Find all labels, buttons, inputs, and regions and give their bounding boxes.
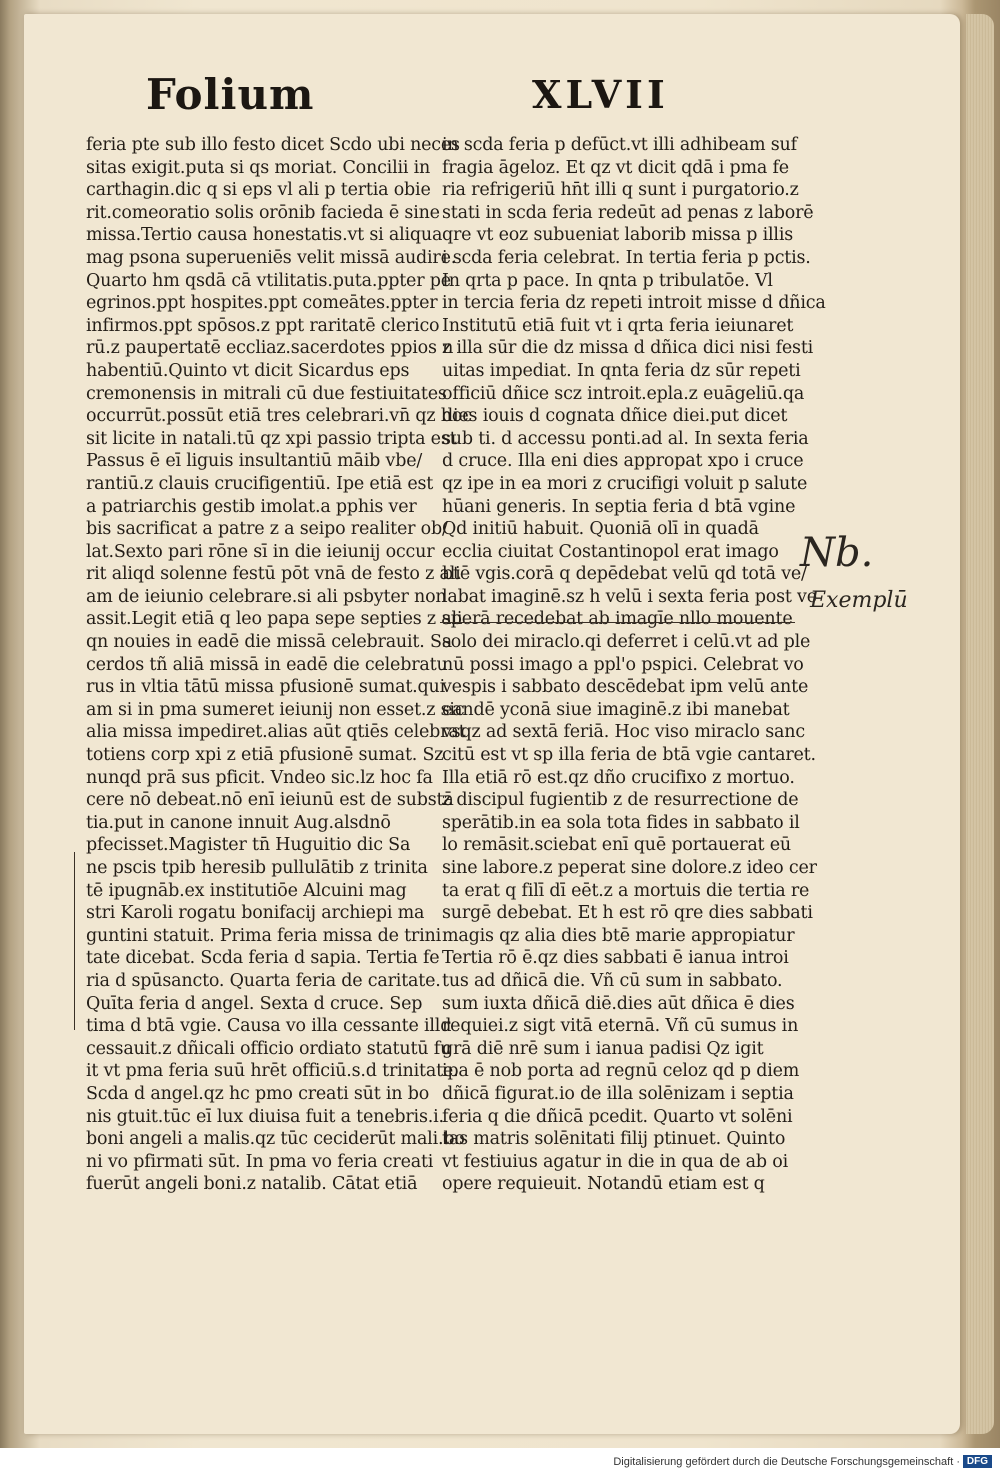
text-line: stati in scda feria redeūt ad penas z laborē (442, 202, 814, 223)
text-line: Institutū etiā fuit vt i qrta feria ieiunaret (442, 315, 794, 336)
text-line: a patriarchis gestib imolat.a pphis ver (86, 496, 417, 517)
text-line: occurrūt.possūt etiā tres celebrari.vn̄ qz hoc (86, 406, 472, 427)
text-line: uitas impediat. In qnta feria dz sūr repeti (442, 360, 801, 381)
text-line: dies iouis d cognata dñice diei.put dicet (442, 406, 788, 427)
text-line: sit licite in natali.tū qz xpi passio tripta est (86, 428, 457, 449)
page-header-left: Folium (146, 70, 315, 119)
text-line: cere nō debeat.nō enī ieiunū est de substā (86, 790, 454, 811)
text-line: nis gtuit.tūc eī lux diuisa fuit a tenebris.i. (86, 1106, 444, 1127)
text-line: fragia āgeloz. Et qz vt dicit qdā i pma fe (442, 157, 789, 178)
text-line: it vt pma feria suū hrēt officiū.s.d trinitate. (86, 1061, 459, 1082)
text-line: tē ipugnāb.ex institutiōe Alcuini mag (86, 880, 407, 901)
text-line: mag psona superueniēs velit missā audire. (86, 247, 457, 268)
text-line: grā diē nrē sum i ianua padisi Qz igit (442, 1038, 764, 1059)
margin-note-nb: Nb. (800, 530, 874, 576)
text-line: tate dicebat. Scda feria d sapia. Tertia fe (86, 948, 440, 969)
text-line: nunqd prā sus pficit. Vndeo sic.lz hoc fa (86, 767, 433, 788)
text-line: sum iuxta dñicā diē.dies aūt dñica ē dies (442, 993, 795, 1014)
text-line: vespis i sabbato descēdebat ipm velū ante (442, 677, 809, 698)
text-column-right (442, 134, 826, 1196)
text-line: missa.Tertio causa honestatis.vt si aliqua (86, 225, 443, 246)
text-line: rit.comeoratio solis orōnib facieda ē sine (86, 202, 440, 223)
text-line: ria d spūsancto. Quarta feria de caritate. (86, 970, 441, 991)
text-line: sine labore.z peperat sine dolore.z ideo cer (442, 858, 817, 878)
page-edge (966, 14, 994, 1434)
text-line: tas matris solēnitati filij ptinuet. Quinto (442, 1129, 786, 1150)
text-line: citū est vt sp illa feria de btā vgie cantaret. (442, 745, 816, 766)
text-line: z discipul fugientib z de resurrectione de (442, 790, 799, 811)
text-line: tus ad dñicā die. Vñ cū sum in sabbato. (442, 970, 783, 991)
text-line: eandē yconā siue imaginē.z ibi manebat (442, 699, 790, 720)
text-line: tima d btā vgie. Causa vo illa cessante illd (86, 1016, 452, 1037)
text-line: sperā recedebat ab imagīe nllo mouente (442, 609, 793, 630)
text-line: opere requieuit. Notandū etiam est q (442, 1174, 765, 1195)
text-line: Scda d angel.qz hc pmo creati sūt in bo (86, 1083, 430, 1104)
text-line: ne pscis tpib heresib pullulātib z trinita (86, 858, 428, 878)
text-line: cremonensis in mitrali cū due festiuitates (86, 383, 447, 404)
text-line: labat imaginē.sz h velū i sexta feria post ve (442, 586, 817, 607)
text-line: in tercia feria dz repeti introit misse d dñica (442, 293, 826, 314)
text-line: Quīta feria d angel. Sexta d cruce. Sep (86, 993, 423, 1014)
margin-note-exemplum: Exemplū (810, 588, 908, 613)
text-line: ecclia ciuitat Costantinopol erat imago (442, 541, 779, 562)
text-line: rit aliqd solenne festū pōt vnā de festo z ali (86, 564, 461, 585)
text-line: tia.put in canone innuit Aug.alsdnō (86, 812, 391, 833)
dfg-logo: DFG (963, 1455, 992, 1468)
text-line: carthagin.dic q si eps vl ali p tertia obie (86, 180, 431, 201)
margin-bracket-mark (74, 852, 85, 1030)
text-column-left (86, 134, 472, 1196)
text-line: am si in pma sumeret ieiunij non esset.z sic (86, 699, 465, 720)
text-line: ipa ē nob porta ad regnū celoz qd p diem (442, 1061, 800, 1082)
text-line: rū.z paupertatē eccliaz.sacerdotes ppios n (86, 338, 454, 359)
text-line: magis qz alia dies btē marie appropiatur (442, 925, 795, 946)
text-line: Tertia rō ē.qz dies sabbati ē ianua introi (442, 948, 789, 969)
text-line: hūani generis. In septia feria d btā vgine (442, 496, 796, 517)
text-line: qz ipe in ea mori z crucifigi voluit p salute (442, 473, 808, 494)
text-line: ta erat q filī dī eēt.z a mortuis die tertia re (442, 880, 810, 901)
text-line: nū possi imago a ppl'o pspici. Celebrat vo (442, 654, 804, 675)
text-line: totiens corp xpi z etiā pfusionē sumat. Sz (86, 745, 444, 766)
text-line: Passus ē eī liguis insultantiū māib vbe/ (86, 451, 423, 472)
text-line: guntini statuit. Prima feria missa de trini (86, 925, 441, 946)
text-line: lat.Sexto pari rōne sī in die ieiunij occur (86, 541, 435, 562)
text-line: alia missa impediret.alias aūt qtiēs celebrat (86, 722, 466, 743)
text-line: feria q die dñicā pcedit. Quarto vt solēni (442, 1106, 793, 1127)
text-line: qre vt eoz subueniat laborib missa p illis (442, 225, 793, 246)
text-line: Illa etiā rō est.qz dño crucifixo z mortuo. (442, 767, 795, 788)
text-line: am de ieiunio celebrare.si ali psbyter non (86, 586, 447, 607)
text-line: sperātib.in ea sola tota fides in sabbato il (442, 812, 800, 833)
page-header-folio-number: XLVII (532, 72, 669, 117)
text-line: cerdos tñ aliā missā in eadē die celebratu (86, 654, 448, 675)
text-line: pfecisset.Magister tn̄ Huguitio dic Sa (86, 835, 411, 856)
footer-credit: Digitalisierung gefördert durch die Deutsche Forschungsgemeinschaft · (613, 1456, 960, 1468)
text-line: officiū dñice scz introit.epla.z euāgeliū.qa (442, 383, 805, 404)
text-line: Qd initiū habuit. Quoniā olī in quadā (442, 519, 759, 540)
text-line: ria refrigeriū hn̄t illi q sunt i purgatorio.z (442, 180, 799, 201)
text-line: btē vgis.corā q depēdebat velū qd totā ve/ (442, 564, 807, 585)
text-line: rantiū.z clauis crucifigentiū. Ipe etiā est (86, 473, 434, 494)
text-line: habentiū.Quinto vt dicit Sicardus eps (86, 360, 410, 381)
text-line: in scda feria p defūct.vt illi adhibeam suf (442, 135, 797, 155)
text-line: assit.Legit etiā q leo papa sepe septies z ali (86, 609, 463, 630)
text-line: fuerūt angeli boni.z natalib. Cātat etiā (86, 1174, 418, 1195)
margin-underline-mark (440, 622, 795, 623)
text-line: infirmos.ppt spōsos.z ppt raritatē clerico (86, 315, 440, 336)
text-line: requiei.z sigt vitā eternā. Vñ cū sumus in (442, 1016, 799, 1037)
text-line: cessauit.z dñicali officio ordiato statutū fu (86, 1038, 452, 1059)
text-line: lo remāsit.sciebat enī quē portauerat eū (442, 835, 791, 856)
text-line: solo dei miraclo.qi deferret i celū.vt ad ple (442, 632, 811, 653)
text-line: sub ti. d accessu ponti.ad al. In sexta feria (442, 428, 809, 449)
text-line: feria pte sub illo festo dicet Scdo ubi neces (86, 135, 460, 155)
text-line: Quarto hm qsdā cā vtilitatis.puta.ppter pe (86, 270, 451, 291)
text-line: stri Karoli rogatu bonifacij archiepi ma (86, 903, 425, 924)
text-line: In qrta p pace. In qnta p tribulatōe. Vl (442, 270, 773, 291)
text-line: vsqz ad sextā feriā. Hoc viso miraclo sanc (442, 722, 805, 743)
text-line: z illa sūr die dz missa d dñica dici nisi festi (442, 338, 814, 359)
text-line: vt festiuius agatur in die in qua de ab oi (442, 1151, 789, 1172)
text-line: i scda feria celebrat. In tertia feria p pctis. (442, 247, 811, 268)
text-line: egrinos.ppt hospites.ppt comeātes.ppter (86, 293, 438, 314)
text-line: surgē debebat. Et h est rō qre dies sabbati (442, 903, 813, 924)
text-line: boni angeli a malis.qz tūc ceciderūt mali.bo (86, 1129, 465, 1150)
text-line: dñicā figurat.io de illa solēnizam i septia (442, 1083, 794, 1104)
text-line: sitas exigit.puta si qs moriat. Concilii in (86, 157, 431, 178)
text-line: rus in vltia tātū missa pfusionē sumat.qui (86, 677, 445, 698)
text-line: ni vo pfirmati sūt. In pma vo feria creati (86, 1151, 434, 1172)
text-line: qn nouies in eadē die missā celebrauit. Sa (86, 632, 452, 653)
text-line: d cruce. Illa eni dies appropat xpo i cruce (442, 451, 804, 472)
text-line: bis sacrificat a patre z a seipo realiter ob/ (86, 519, 448, 540)
